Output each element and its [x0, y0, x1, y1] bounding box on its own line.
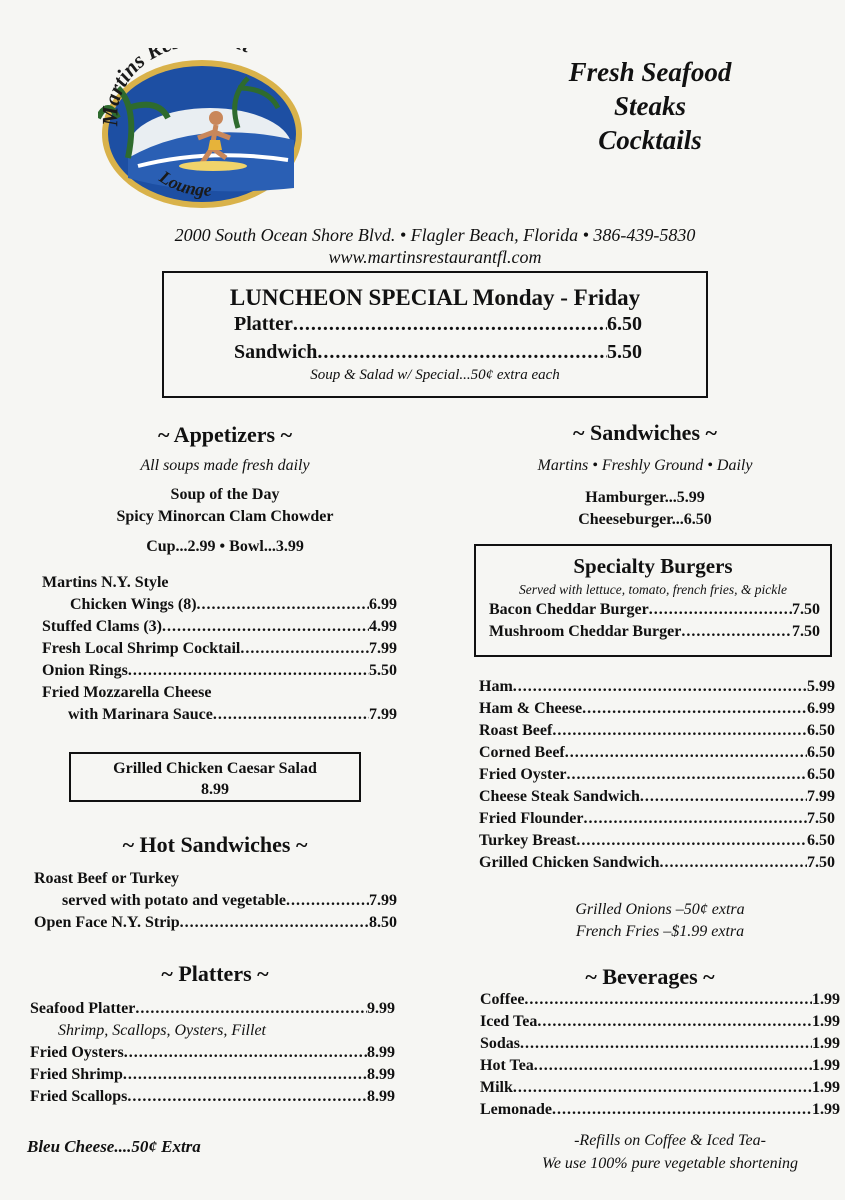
item-name: Coffee: [480, 991, 525, 1008]
item-name: Mushroom Cheddar Burger: [489, 623, 682, 640]
item-price: 1.99: [812, 1013, 840, 1030]
tagline-line: Steaks: [613, 91, 686, 121]
item-name: Seafood Platter: [30, 1000, 136, 1017]
refills-note: -Refills on Coffee & Iced Tea-: [574, 1132, 766, 1149]
soup-line: Soup of the Day: [170, 486, 280, 503]
item-name: Ham & Cheese: [479, 700, 583, 717]
item-name: Fried Oyster: [479, 766, 567, 783]
appetizer-item: [42, 618, 397, 640]
shortening-note: We use 100% pure vegetable shortening: [541, 1155, 799, 1172]
item-name: Turkey Breast: [479, 832, 577, 849]
sandwich-item: [479, 744, 835, 766]
luncheon-note: Soup & Salad w/ Special...50¢ extra each: [310, 367, 560, 383]
item-price: 6.99: [807, 700, 835, 717]
bleu-cheese-note: Bleu Cheese....50¢ Extra: [27, 1137, 201, 1156]
item-name: Milk: [480, 1079, 513, 1096]
item-name: Fried Shrimp: [30, 1066, 123, 1083]
item-price: 5.99: [807, 678, 835, 695]
item-name: Ham: [479, 678, 513, 695]
luncheon-item-name: Sandwich: [234, 341, 318, 363]
appetizer-item: [42, 596, 397, 618]
item-price: 6.99: [369, 596, 397, 613]
item-name: Open Face N.Y. Strip: [34, 914, 180, 931]
item-name: Bacon Cheddar Burger: [489, 601, 649, 618]
tagline-line: Cocktails: [598, 125, 702, 155]
appetizer-line: Martins N.Y. Style: [42, 574, 169, 591]
beverage-item: [480, 1013, 840, 1035]
platter-note: Shrimp, Scallops, Oysters, Fillet: [58, 1022, 266, 1039]
sandwich-item: [479, 678, 835, 700]
sandwiches-title: ~ Sandwiches ~: [573, 420, 717, 445]
burger-line: Hamburger...5.99: [585, 489, 705, 506]
soup-prices: Cup...2.99 • Bowl...3.99: [146, 538, 304, 555]
tagline: [540, 55, 760, 157]
item-price: 8.99: [367, 1088, 395, 1105]
item-name: Cheese Steak Sandwich: [479, 788, 640, 805]
item-price: 7.50: [792, 623, 820, 640]
item-price: 5.50: [369, 662, 397, 679]
luncheon-item-name: Platter: [234, 313, 293, 335]
specialty-burgers-box: [474, 544, 832, 657]
sandwich-item: [479, 722, 835, 744]
beverage-item: [480, 1057, 840, 1079]
item-price: 1.99: [812, 991, 840, 1008]
address: 2000 South Ocean Shore Blvd. • Flagler Beach, Florida • 386-439-5830: [174, 225, 696, 245]
item-name: with Marinara Sauce: [68, 706, 213, 723]
item-name: Fried Flounder: [479, 810, 584, 827]
specialty-item: [489, 601, 820, 623]
item-name: Fresh Local Shrimp Cocktail: [42, 640, 241, 657]
item-name: Grilled Chicken Sandwich: [479, 854, 660, 871]
sandwich-item: [479, 832, 835, 854]
item-price: 8.99: [367, 1066, 395, 1083]
item-name: Hot Tea: [480, 1057, 534, 1074]
item-price: 6.50: [807, 722, 835, 739]
item-name: Fried Scallops: [30, 1088, 128, 1105]
address-block: [100, 224, 770, 268]
tagline-line: Fresh Seafood: [568, 57, 732, 87]
hot-sandwiches-title: ~ Hot Sandwiches ~: [122, 832, 308, 857]
burger-block: [500, 487, 790, 531]
item-price: 7.50: [807, 854, 835, 871]
item-name: Sodas: [480, 1035, 521, 1052]
item-price: 7.99: [807, 788, 835, 805]
appetizers-title: ~ Appetizers ~: [157, 422, 293, 447]
beverage-list: [480, 991, 840, 1123]
beverage-item: [480, 991, 840, 1013]
beverage-item: [480, 1101, 840, 1123]
item-price: 8.99: [367, 1044, 395, 1061]
caesar-name: Grilled Chicken Caesar Salad: [113, 760, 317, 777]
specialty-item: [489, 623, 820, 645]
luncheon-item: [234, 313, 642, 341]
sandwich-list: [479, 678, 835, 876]
soup-line: Spicy Minorcan Clam Chowder: [116, 508, 334, 525]
sandwich-item: [479, 766, 835, 788]
logo-bottom-text: Lounge: [155, 166, 212, 200]
hot-sandwich-item: [34, 892, 397, 914]
hot-sandwiches-list: [34, 870, 397, 936]
luncheon-special-box: [162, 271, 708, 398]
extra-line: Grilled Onions –50¢ extra: [575, 901, 745, 918]
platter-item: [30, 1066, 395, 1088]
sandwich-item: [479, 810, 835, 832]
platters-title: ~ Platters ~: [161, 961, 269, 986]
beverage-notes: [500, 1129, 840, 1175]
hot-sandwich-line: Roast Beef or Turkey: [34, 870, 180, 887]
extra-line: French Fries –$1.99 extra: [575, 923, 745, 940]
sandwich-item: [479, 788, 835, 810]
item-price: 6.50: [807, 832, 835, 849]
item-price: 1.99: [812, 1079, 840, 1096]
item-price: 4.99: [369, 618, 397, 635]
caesar-price: 8.99: [201, 781, 229, 798]
item-name: Lemonade: [480, 1101, 552, 1118]
website: www.martinsrestaurantfl.com: [328, 247, 542, 267]
sandwiches-note: Martins • Freshly Ground • Daily: [537, 457, 753, 474]
item-name: Roast Beef: [479, 722, 553, 739]
item-name: Corned Beef: [479, 744, 565, 761]
appetizer-line: Fried Mozzarella Cheese: [42, 684, 212, 701]
item-price: 8.50: [369, 914, 397, 931]
appetizer-item: [42, 662, 397, 684]
sandwich-item: [479, 700, 835, 722]
platter-item: [30, 1044, 395, 1066]
luncheon-item: [234, 341, 642, 367]
item-price: 7.50: [792, 601, 820, 618]
item-name: Fried Oysters: [30, 1044, 124, 1061]
item-name: served with potato and vegetable: [62, 892, 286, 909]
item-name: Chicken Wings (8): [70, 596, 197, 613]
restaurant-logo: [98, 48, 308, 213]
appetizer-item: [42, 706, 397, 728]
luncheon-item-price: 6.50: [607, 313, 642, 335]
item-price: 6.50: [807, 766, 835, 783]
luncheon-title: LUNCHEON SPECIAL Monday - Friday: [229, 285, 641, 310]
beverages-title: ~ Beverages ~: [585, 964, 715, 989]
item-price: 1.99: [812, 1035, 840, 1052]
item-name: Onion Rings: [42, 662, 128, 679]
item-price: 6.50: [807, 744, 835, 761]
beverage-item: [480, 1035, 840, 1057]
platter-item: [30, 1088, 395, 1110]
sandwich-extras: [500, 899, 820, 943]
soup-block: [60, 484, 390, 558]
item-name: Iced Tea: [480, 1013, 538, 1030]
item-price: 1.99: [812, 1057, 840, 1074]
item-price: 7.99: [369, 892, 397, 909]
sandwich-item: [479, 854, 835, 876]
appetizer-item: [42, 640, 397, 662]
appetizer-list: [42, 574, 397, 728]
item-price: 7.99: [369, 640, 397, 657]
caesar-salad-box: [69, 752, 361, 802]
item-name: Stuffed Clams (3): [42, 618, 162, 635]
appetizers-note: All soups made fresh daily: [140, 457, 310, 474]
item-price: 1.99: [812, 1101, 840, 1118]
beverage-item: [480, 1079, 840, 1101]
burger-line: Cheeseburger...6.50: [578, 511, 712, 528]
specialty-note: Served with lettuce, tomato, french fries, & pickle: [519, 582, 787, 597]
item-price: 7.99: [369, 706, 397, 723]
platters-list: [30, 1000, 395, 1110]
platter-item: [30, 1000, 395, 1022]
luncheon-item-price: 5.50: [607, 341, 642, 363]
specialty-title: Specialty Burgers: [573, 554, 733, 578]
item-price: 9.99: [367, 1000, 395, 1017]
hot-sandwich-item: [34, 914, 397, 936]
item-price: 7.50: [807, 810, 835, 827]
logo-arc-text: Martins R: [98, 48, 167, 127]
